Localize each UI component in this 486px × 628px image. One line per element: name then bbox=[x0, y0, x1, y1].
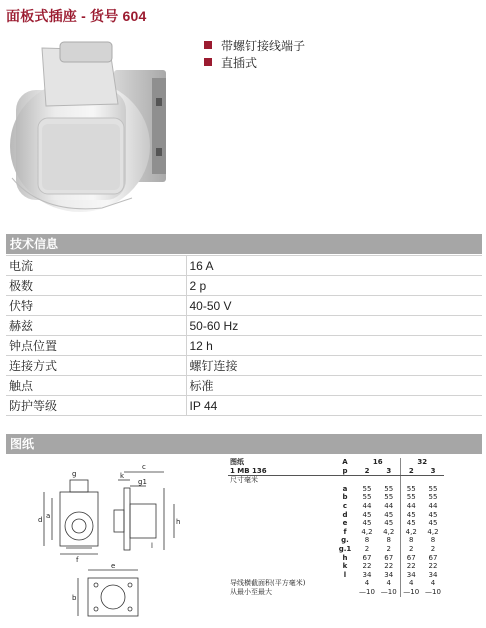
dim-value: 22 bbox=[400, 562, 422, 571]
dim-value: 2 bbox=[386, 544, 391, 553]
dim-row bbox=[228, 528, 444, 537]
dim-symbol: d bbox=[342, 510, 348, 519]
dim-row bbox=[228, 545, 444, 554]
dim-row-cross: 导线横截面积(平方毫米) bbox=[230, 579, 306, 588]
dim-value: 45 bbox=[428, 519, 438, 528]
spec-label: 伏特 bbox=[6, 296, 186, 316]
dim-value: 67 bbox=[400, 554, 422, 563]
dim-value: 22 bbox=[428, 562, 438, 571]
spec-row bbox=[6, 336, 482, 356]
dim-value: 34 bbox=[428, 570, 438, 579]
spec-value: 40-50 V bbox=[186, 296, 482, 316]
dim-label-g: g bbox=[72, 470, 77, 478]
tech-info-header: 技术信息 bbox=[6, 234, 482, 254]
dim-value: 67 bbox=[362, 553, 372, 562]
spec-row bbox=[6, 296, 482, 316]
spec-value: 12 h bbox=[186, 336, 482, 356]
dim-col-a: A bbox=[342, 458, 348, 466]
dim-row bbox=[228, 493, 444, 502]
spec-label: 赫兹 bbox=[6, 316, 186, 336]
dim-label-f: f bbox=[76, 556, 79, 564]
dim-symbol: l bbox=[343, 570, 347, 579]
dim-value: 4,2 bbox=[400, 528, 422, 537]
dim-value: 44 bbox=[428, 501, 438, 510]
dim-value: 8 bbox=[386, 536, 391, 545]
technical-drawing bbox=[14, 458, 194, 618]
dim-col-32: 32 bbox=[400, 458, 444, 467]
page-title: 面板式插座 - 货号 604 bbox=[6, 8, 147, 24]
dim-label-a: a bbox=[46, 512, 51, 520]
dim-value: 8 bbox=[400, 536, 422, 545]
spec-value: 螺钉连接 bbox=[186, 356, 482, 376]
spec-row bbox=[6, 256, 482, 276]
spec-row bbox=[6, 276, 482, 296]
dim-value: 44 bbox=[384, 501, 394, 510]
dim-symbol: g.1 bbox=[338, 544, 352, 553]
spec-row bbox=[6, 376, 482, 396]
spec-label: 电流 bbox=[6, 256, 186, 276]
dim-value: 4,2 bbox=[427, 527, 439, 536]
dim-col-16: 16 bbox=[372, 458, 383, 466]
dim-row-min: 从最小至最大 bbox=[230, 587, 272, 596]
dim-row-ref: 1 MB 136 bbox=[228, 467, 334, 476]
dim-symbol: a bbox=[342, 484, 348, 493]
dim-value: 34 bbox=[400, 571, 422, 580]
dim-value: 45 bbox=[384, 510, 394, 519]
spec-label: 连接方式 bbox=[6, 356, 186, 376]
dim-value: 55 bbox=[428, 493, 438, 502]
feature-item: 带螺钉接线端子 bbox=[204, 37, 305, 53]
dim-value: 45 bbox=[400, 511, 422, 520]
feature-list bbox=[204, 37, 305, 71]
dim-value: 45 bbox=[384, 519, 394, 528]
dim-value: 45 bbox=[400, 519, 422, 528]
dim-symbol: f bbox=[343, 527, 347, 536]
dim-row bbox=[228, 519, 444, 528]
dim-value: 44 bbox=[400, 502, 422, 511]
dim-value: 55 bbox=[362, 493, 372, 502]
dim-symbol: k bbox=[342, 562, 348, 571]
spec-label: 钟点位置 bbox=[6, 336, 186, 356]
dim-value: 2 bbox=[430, 544, 436, 553]
dim-value: 55 bbox=[428, 484, 438, 493]
dim-value: 44 bbox=[362, 501, 372, 510]
dim-value: 55 bbox=[400, 485, 422, 494]
dim-value: 55 bbox=[384, 493, 394, 502]
dim-value: 34 bbox=[384, 570, 394, 579]
dim-value: 67 bbox=[384, 553, 394, 562]
bullet-icon bbox=[204, 41, 212, 49]
spec-value: IP 44 bbox=[186, 396, 482, 416]
dim-label-e: e bbox=[111, 562, 116, 570]
dim-value: 4,2 bbox=[383, 527, 395, 536]
dim-value: 34 bbox=[362, 570, 372, 579]
spec-row bbox=[6, 356, 482, 376]
dim-label-b: b bbox=[72, 594, 77, 602]
spec-row bbox=[6, 396, 482, 416]
dim-symbol: c bbox=[342, 501, 348, 510]
dim-row-p: p bbox=[334, 467, 356, 476]
dim-value: 45 bbox=[428, 510, 438, 519]
dim-symbol: g. bbox=[341, 536, 349, 545]
dim-row bbox=[228, 502, 444, 511]
dim-value: 2 bbox=[364, 544, 370, 553]
dim-value: 67 bbox=[428, 553, 438, 562]
spec-label: 极数 bbox=[6, 276, 186, 296]
product-photo bbox=[2, 28, 182, 216]
dim-label-h: h bbox=[176, 518, 181, 526]
dim-value: 2 bbox=[400, 545, 422, 554]
dim-row-drawing: 图纸 bbox=[230, 458, 244, 466]
spec-value: 标准 bbox=[186, 376, 482, 396]
dim-value: 55 bbox=[384, 484, 394, 493]
dim-label-d: d bbox=[38, 516, 43, 524]
dimension-table: 图纸 A 16 32 1 MB 136 p 2 3 2 3 尺寸毫米 a 55 55 55 55 b 55 55 55 55 c 44 44 44 44 d 45 45 45 45 e 45 45 45 45 f 4,2 4,2 4,2 4,2 g. 8 8 8 8 g.1 2 2 2 2 h 67 67 67 67 k 22 22 22 22 l 34 34 34 34 导线横截面积(平方毫米) 4 4 4 4 从最小至最大 —10 —10 —10 —10 bbox=[228, 458, 444, 597]
drawing-header: 图纸 bbox=[6, 434, 482, 454]
dim-row bbox=[228, 554, 444, 563]
dim-value: 8 bbox=[430, 536, 436, 545]
dim-row bbox=[228, 485, 444, 494]
spec-value: 2 p bbox=[186, 276, 482, 296]
dim-row bbox=[228, 511, 444, 520]
dim-label-c: c bbox=[142, 463, 146, 471]
dim-value: 55 bbox=[400, 493, 422, 502]
spec-label: 触点 bbox=[6, 376, 186, 396]
spec-label: 防护等级 bbox=[6, 396, 186, 416]
dim-label-l: l bbox=[151, 542, 153, 550]
dim-row bbox=[228, 536, 444, 545]
dim-symbol: b bbox=[342, 493, 348, 502]
dim-row-unit: 尺寸毫米 bbox=[230, 476, 258, 485]
dim-label-k: k bbox=[120, 472, 125, 480]
dim-value: 55 bbox=[362, 484, 372, 493]
dim-label-g1: g1 bbox=[138, 478, 147, 486]
spec-value: 16 A bbox=[186, 256, 482, 276]
dim-symbol: h bbox=[342, 553, 348, 562]
dim-value: 45 bbox=[362, 519, 372, 528]
dim-value: 4,2 bbox=[361, 527, 373, 536]
dim-value: 8 bbox=[364, 536, 370, 545]
dim-row bbox=[228, 562, 444, 571]
bullet-icon bbox=[204, 58, 212, 66]
feature-item: 直插式 bbox=[204, 54, 305, 70]
spec-table bbox=[6, 255, 482, 416]
spec-row bbox=[6, 316, 482, 336]
dim-value: 22 bbox=[362, 562, 372, 571]
dim-symbol: e bbox=[342, 519, 348, 528]
dim-value: 22 bbox=[384, 562, 394, 571]
spec-value: 50-60 Hz bbox=[186, 316, 482, 336]
dim-value: 45 bbox=[362, 510, 372, 519]
